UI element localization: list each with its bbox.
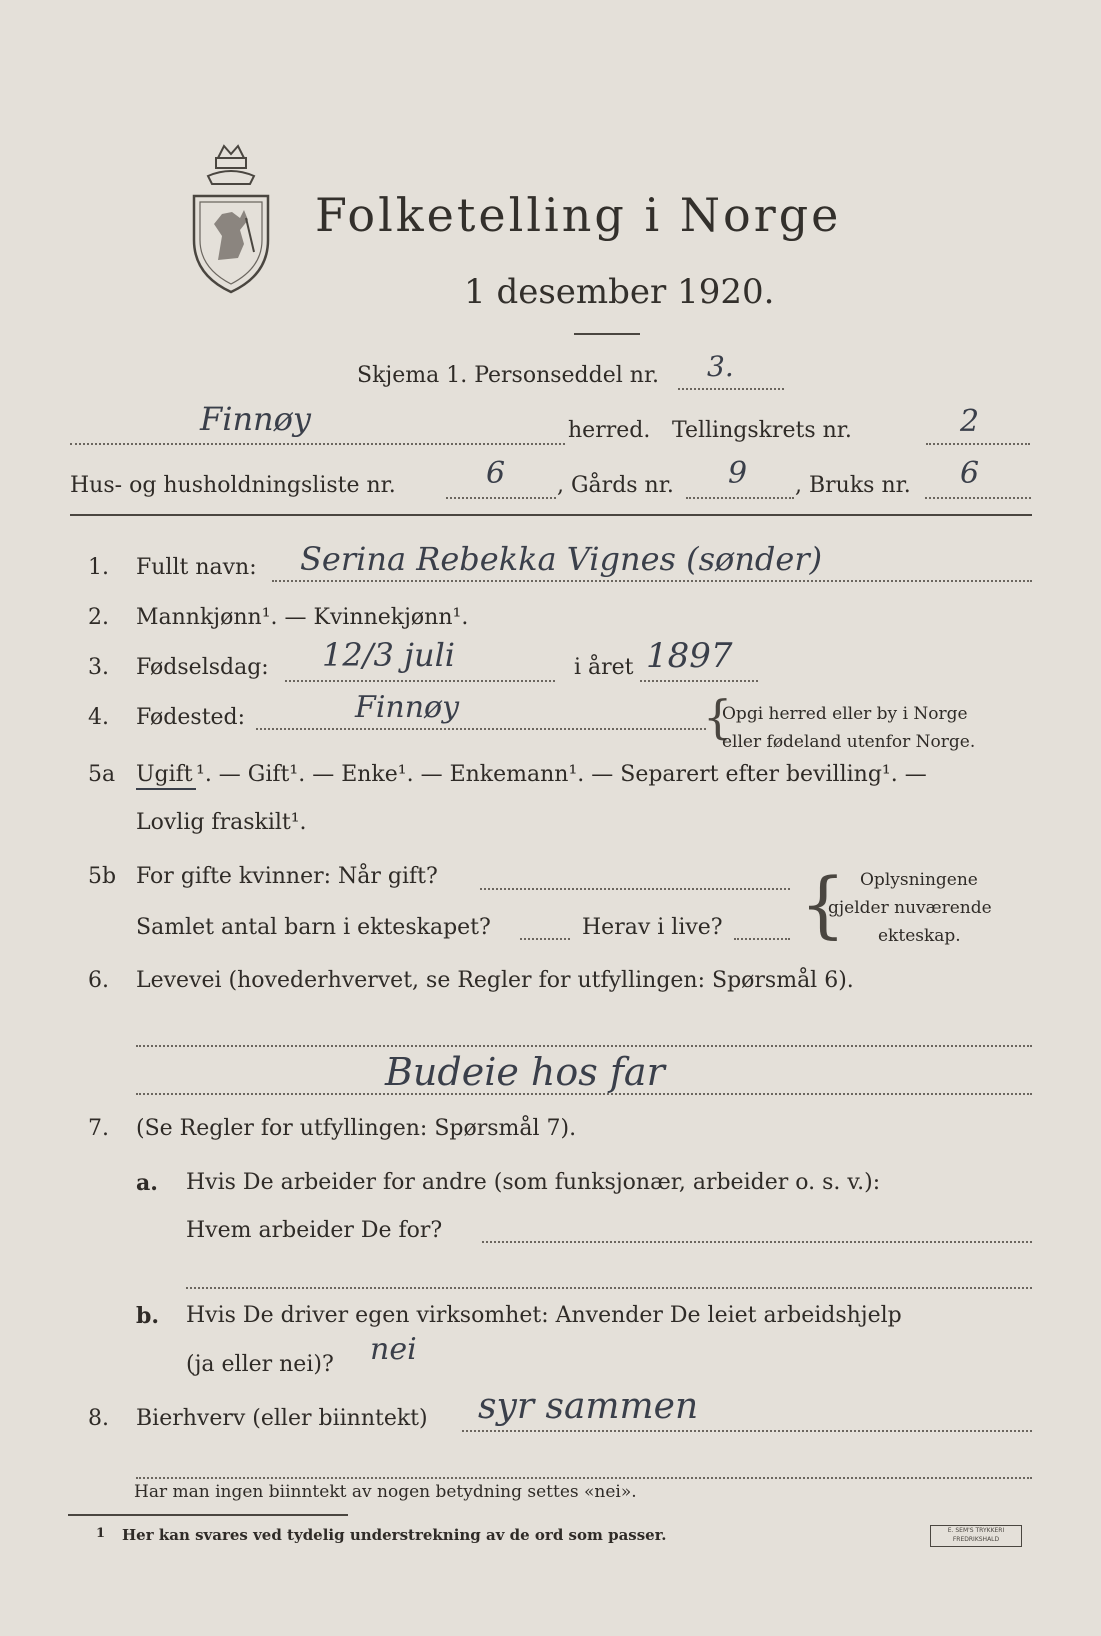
q5b-alive-field-line (734, 938, 790, 940)
q5b-note-line1: Oplysningene (860, 870, 978, 890)
q2-number: 2. (88, 605, 109, 630)
q3-day-field-line (285, 680, 555, 682)
q5a-ugift[interactable]: Ugift (136, 762, 193, 787)
q5b-children-label: Samlet antal barn i ekteskapet? (136, 915, 491, 940)
hus-label: Hus- og husholdningsliste nr. (70, 473, 396, 498)
bruks-field-line (925, 497, 1031, 499)
q3-number: 3. (88, 655, 109, 680)
q3-label: Fødselsdag: (136, 655, 269, 680)
q5b-note-line3: ekteskap. (878, 926, 961, 946)
gards-field-line (686, 497, 794, 499)
tellingskrets-field-line (926, 443, 1030, 445)
gards-label: , Gårds nr. (557, 473, 674, 498)
hus-value[interactable]: 6 (486, 456, 506, 491)
q5b-alive-label: Herav i live? (582, 915, 723, 940)
personseddel-value[interactable]: 3. (707, 350, 734, 383)
q4-note-line1: Opgi herred eller by i Norge (722, 704, 968, 724)
q1-field-line (272, 580, 1032, 582)
form-date: 1 desember 1920. (464, 272, 775, 312)
tellingskrets-value[interactable]: 2 (960, 404, 980, 439)
q7a-field-line1 (482, 1241, 1032, 1243)
q5a-ugift-underline (136, 788, 196, 790)
hus-field-line (446, 497, 556, 499)
bruks-label: , Bruks nr. (795, 473, 911, 498)
schema-label: Skjema 1. Personseddel nr. (357, 363, 660, 388)
q8-number: 8. (88, 1406, 109, 1431)
footnote-mark: 1 (96, 1526, 106, 1541)
q5b-married-field-line (480, 888, 790, 890)
q7b-letter: b. (136, 1303, 160, 1329)
q8-value[interactable]: syr sammen (478, 1386, 699, 1427)
bruks-value[interactable]: 6 (960, 456, 980, 491)
printer-stamp (930, 1525, 1022, 1547)
q5b-children-field-line (520, 938, 570, 940)
header-rule (70, 514, 1032, 516)
q5b-number: 5b (88, 864, 117, 889)
q3-year-value[interactable]: 1897 (646, 636, 733, 676)
q8-field-line2 (136, 1477, 1032, 1479)
q4-note-line2: eller fødeland utenfor Norge. (722, 732, 976, 752)
footnote-rule (68, 1514, 348, 1516)
q1-number: 1. (88, 555, 109, 580)
q1-name-value[interactable]: Serina Rebekka Vignes (sønder) (300, 540, 823, 578)
gards-value[interactable]: 9 (728, 456, 748, 491)
q2-label: Mannkjønn¹. — Kvinnekjønn¹. (136, 605, 469, 630)
q5b-line1: For gifte kvinner: Når gift? (136, 864, 438, 889)
q4-field-line (256, 728, 706, 730)
q7a-letter: a. (136, 1170, 158, 1196)
tellingskrets-label: Tellingskrets nr. (672, 418, 852, 443)
printer-stamp-line1: E. SEM'S TRYKKERI (947, 1527, 1005, 1534)
q4-brace: { (703, 690, 733, 744)
q4-number: 4. (88, 705, 109, 730)
q7b-line1: Hvis De driver egen virksomhet: Anvender De leiet arbeidshjelp (186, 1303, 902, 1328)
footnote-text: Her kan svares ved tydelig understrekning av de ord som passer. (122, 1526, 667, 1544)
q1-label: Fullt navn: (136, 555, 257, 580)
herred-value[interactable]: Finnøy (200, 400, 311, 438)
q7-number: 7. (88, 1116, 109, 1141)
q7-label: (Se Regler for utfyllingen: Spørsmål 7). (136, 1116, 577, 1141)
q7b-value[interactable]: nei (370, 1332, 417, 1367)
personseddel-field-line (678, 388, 784, 390)
q4-birthplace-value[interactable]: Finnøy (355, 690, 460, 725)
q4-label: Fødested: (136, 705, 246, 730)
q7a-line1: Hvis De arbeider for andre (som funksjonær, arbeider o. s. v.): (186, 1170, 881, 1195)
form-title: Folketelling i Norge (315, 188, 842, 242)
q7a-line2: Hvem arbeider De for? (186, 1218, 443, 1243)
q5a-line2: Lovlig fraskilt¹. (136, 810, 307, 835)
coat-of-arms-icon (188, 140, 274, 295)
herred-label: herred. (568, 418, 651, 443)
printer-stamp-line2: FREDRIKSHALD (952, 1536, 1000, 1543)
q5a-options: ¹. — Gift¹. — Enke¹. — Enkemann¹. — Separert efter bevilling¹. — (196, 762, 927, 787)
q6-field-line1 (136, 1045, 1032, 1047)
q8-label: Bierhverv (eller biinntekt) (136, 1406, 428, 1431)
title-divider (574, 333, 640, 335)
q8-field-line1 (462, 1430, 1032, 1432)
q3-day-value[interactable]: 12/3 juli (322, 636, 456, 674)
q5b-brace: { (800, 862, 846, 946)
q6-label: Levevei (hovederhvervet, se Regler for utfyllingen: Spørsmål 6). (136, 968, 854, 993)
footer-note: Har man ingen biinntekt av nogen betydning settes «nei». (134, 1482, 637, 1502)
q3-year-field-line (640, 680, 758, 682)
q6-number: 6. (88, 968, 109, 993)
q3-year-label: i året (574, 655, 634, 680)
q7b-line2: (ja eller nei)? (186, 1352, 334, 1377)
q5b-note-line2: gjelder nuværende (828, 898, 992, 918)
herred-field-line (70, 443, 565, 445)
q5a-number: 5a (88, 762, 116, 787)
q7a-field-line2 (186, 1287, 1032, 1289)
q6-occupation-value[interactable]: Budeie hos far (385, 1050, 665, 1094)
